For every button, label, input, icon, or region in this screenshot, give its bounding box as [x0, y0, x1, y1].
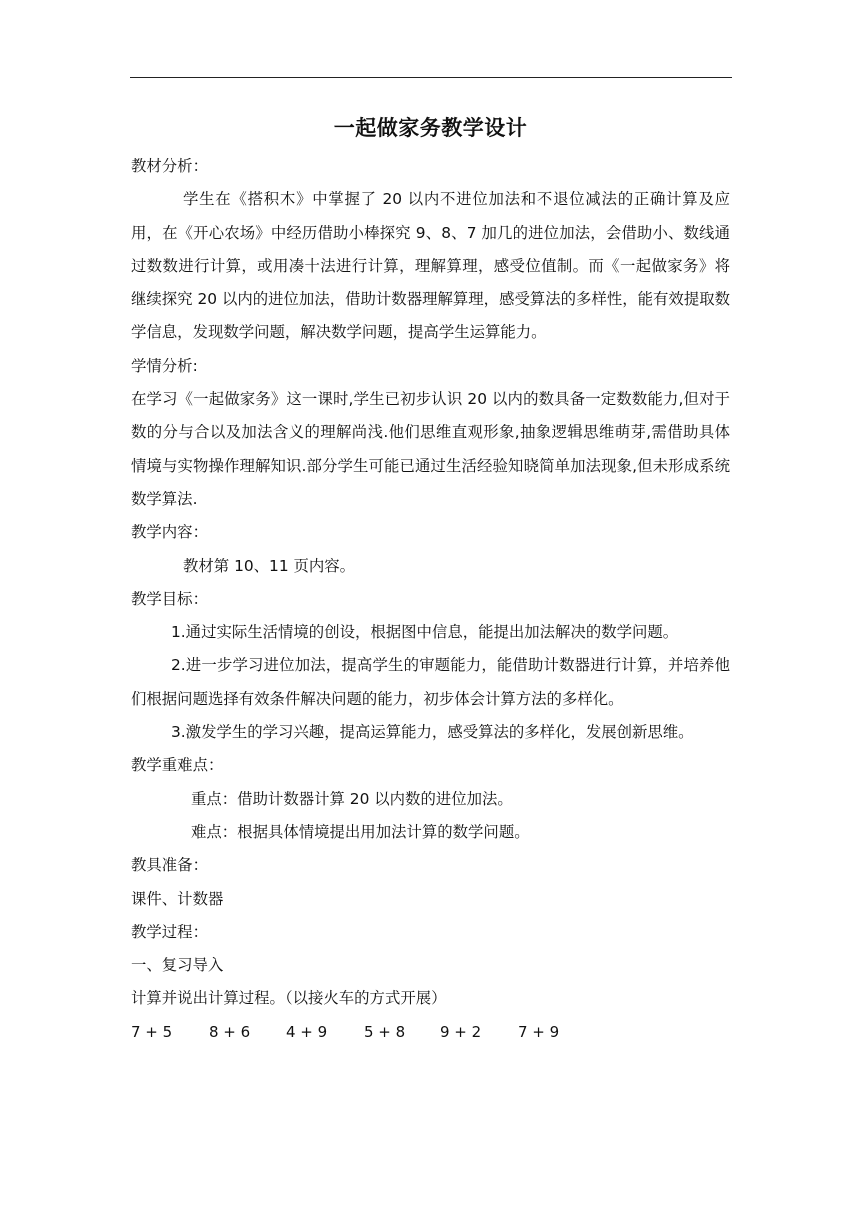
process-step-heading: 一、复习导入 [131, 956, 224, 975]
goal-item: 1.通过实际生活情境的创设，根据图中信息，能提出加法解决的数学问题。 [171, 623, 679, 642]
section-heading-tools: 教具准备： [131, 856, 208, 875]
section-heading-content: 教学内容： [131, 523, 208, 542]
calculation-item: 7 + 9 [518, 1022, 560, 1041]
calculation-item: 4 + 9 [286, 1022, 328, 1041]
section-heading-student: 学情分析: [131, 356, 198, 375]
process-step-text: 计算并说出计算过程。（以接火车的方式开展） [131, 989, 447, 1008]
document-title: 一起做家务教学设计 [333, 116, 528, 140]
tools-paragraph: 课件、计数器 [131, 889, 224, 908]
teaching-content-paragraph: 教材第 10、11 页内容。 [183, 556, 356, 575]
key-point: 重点：借助计数器计算 20 以内数的进位加法。 [191, 789, 513, 808]
document-body [131, 108, 730, 1049]
section-heading-material: 教材分析： [131, 157, 208, 175]
section-heading-goals: 教学目标： [131, 589, 208, 608]
difficult-point: 难点：根据具体情境提出用加法计算的数学问题。 [191, 822, 530, 841]
material-analysis-paragraph: 学生在《搭积木》中掌握了 20 以内不进位加法和不退位减法的正确计算及应用，在《开心农场》中经历借助小棒探究 9、8、7 加几的进位加法，会借助小、数线通过数数进行计算，或用凑十法进行计算，理解算理，感受位值制。而《一起做家务》将继续探究 20 以内的进位加法，借助计数器理解算理，感受算法的多样性，能有效提取数学信息，发现数学问题，解决数学问题，提高学生运算能力。 [131, 190, 730, 342]
student-analysis-paragraph: 在学习《一起做家务》这一课时,学生已初步认识 20 以内的数具备一定数数能力,但对于数的分与合以及加法含义的理解尚浅.他们思维直观形象,抽象逻辑思维萌芽,需借助具体情境与实物操作理解知识.部分学生可能已通过生活经验知晓简单加法现象,但未形成系统数学算法. [131, 390, 730, 508]
goal-item: 2.进一步学习进位加法，提高学生的审题能力，能借助计数器进行计算，并培养他们根据问题选择有效条件解决问题的能力，初步体会计算方法的多样化。 [131, 656, 730, 708]
calculation-item: 9 + 2 [440, 1022, 482, 1041]
section-heading-keypoints: 教学重难点： [131, 756, 224, 775]
header-rule [130, 77, 732, 78]
calculation-item: 7 + 5 [131, 1022, 173, 1041]
goal-item: 3.激发学生的学习兴趣，提高运算能力，感受算法的多样化，发展创新思维。 [171, 723, 694, 742]
calculation-row [131, 1016, 730, 1049]
calculation-item: 8 + 6 [209, 1022, 251, 1041]
section-heading-process: 教学过程： [131, 922, 208, 941]
calculation-item: 5 + 8 [364, 1022, 406, 1041]
